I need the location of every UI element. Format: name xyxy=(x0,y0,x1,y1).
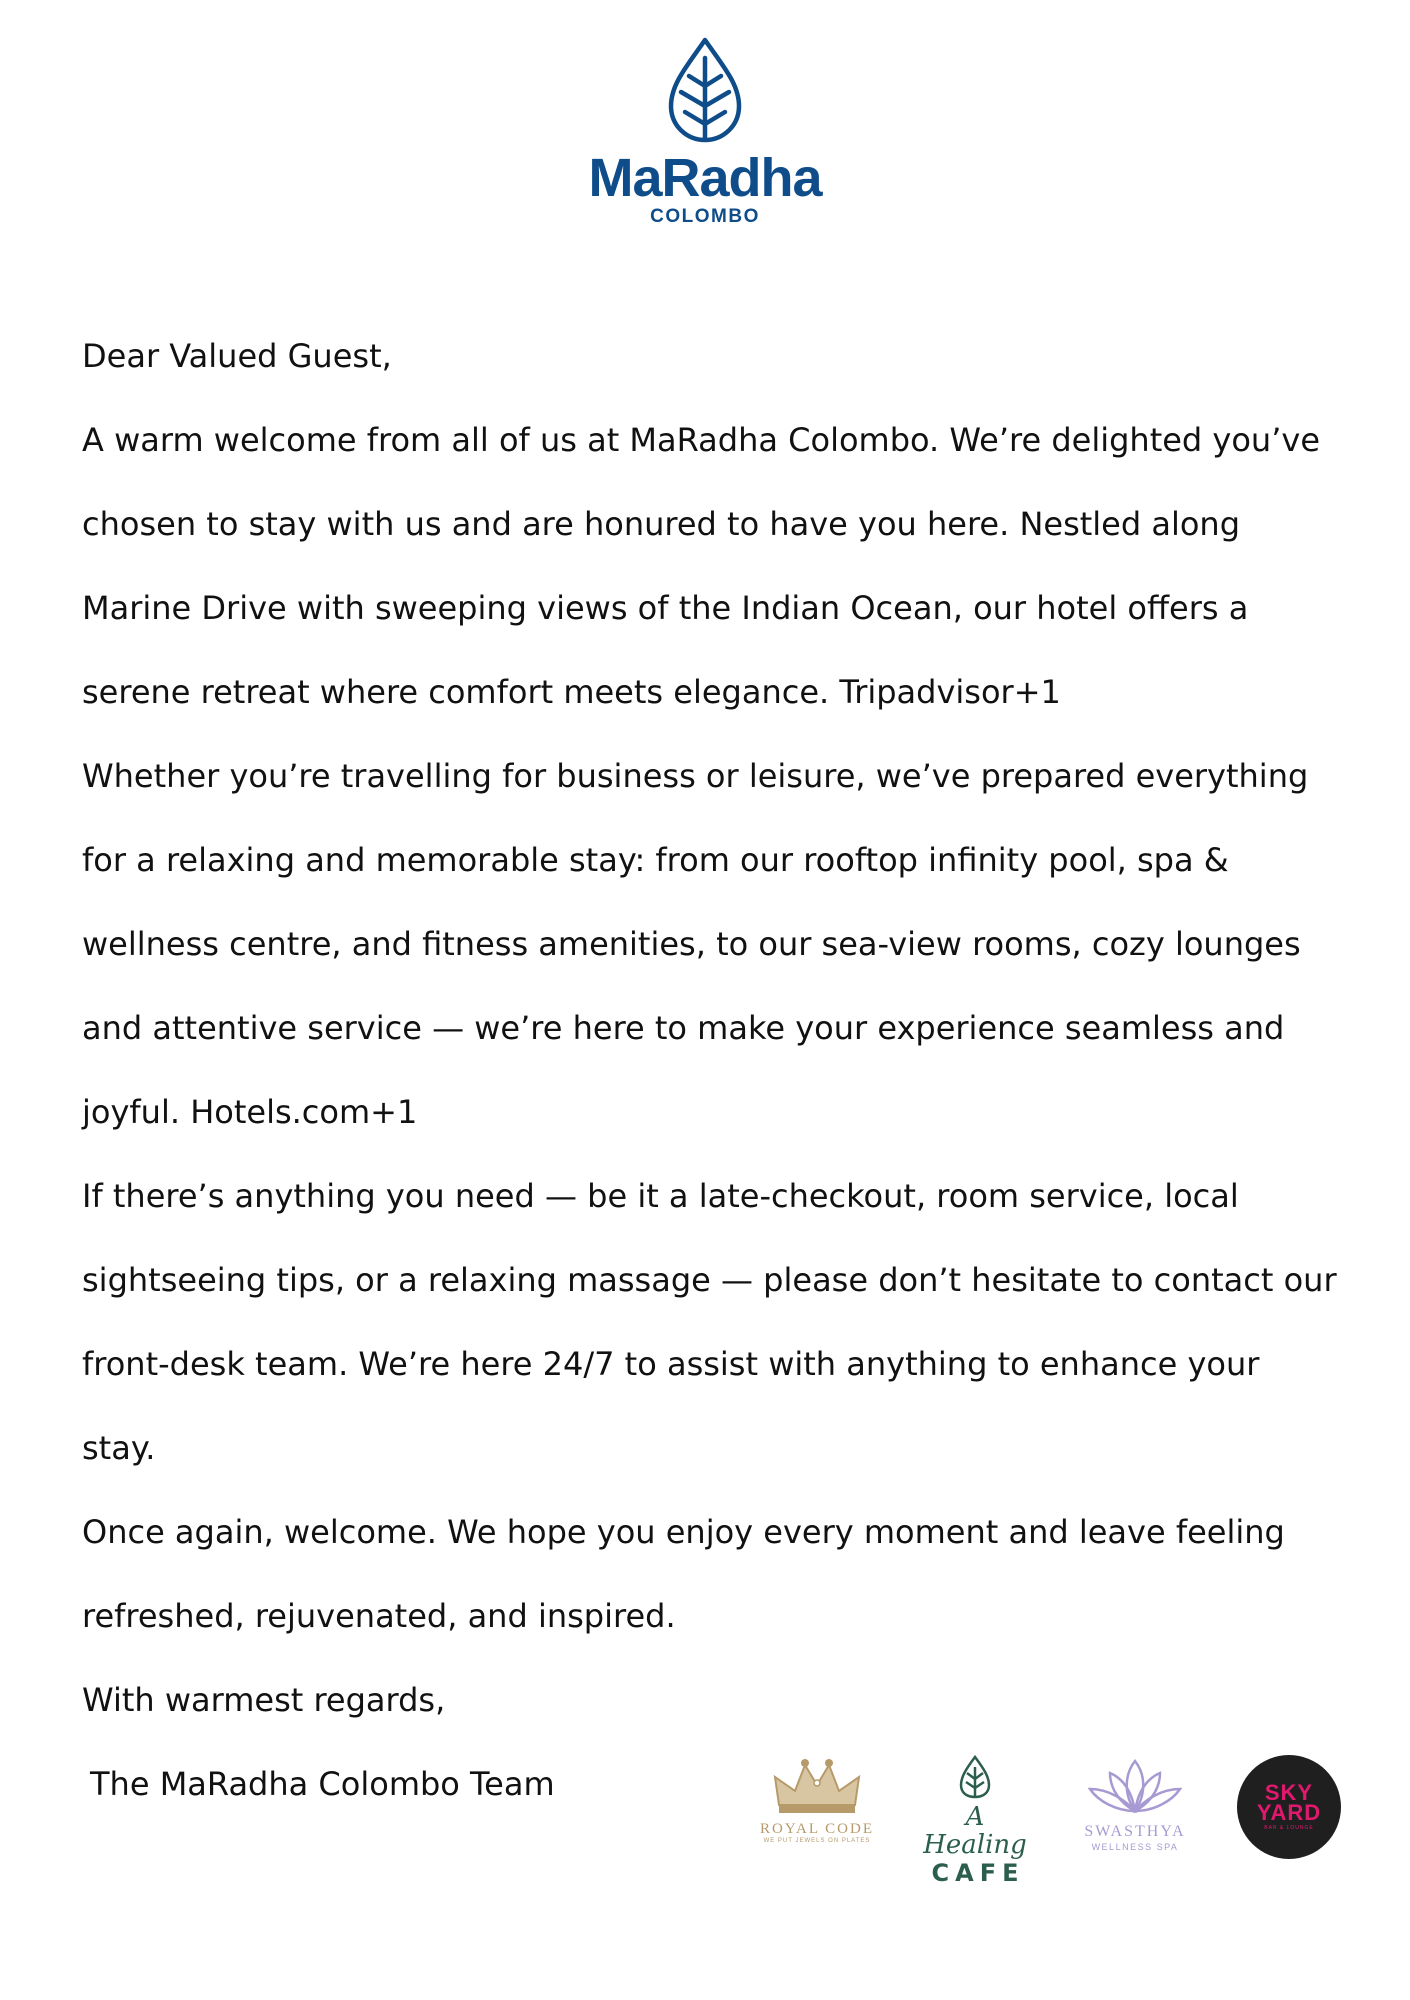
closing: With warmest regards, xyxy=(82,1681,446,1719)
letter-line: Marine Drive with sweeping views of the Indian Ocean, our hotel offers a xyxy=(82,589,1249,627)
royal-code-logo xyxy=(755,1755,879,1845)
letter-line: front-desk team. We’re here 24/7 to assist with anything to enhance your xyxy=(82,1345,1260,1383)
sky-yard-line2: YARD xyxy=(1256,1800,1322,1825)
lotus-icon xyxy=(1080,1755,1190,1819)
letter-line: serene retreat where comfort meets elegance. Tripadvisor+1 xyxy=(82,673,1061,711)
brand-location: COLOMBO xyxy=(650,206,760,227)
healing-cafe-line1: A Healing xyxy=(923,1802,1027,1860)
letter-line: Once again, welcome. We hope you enjoy every moment and leave feeling xyxy=(82,1513,1285,1551)
letter-line: joyful. Hotels.com+1 xyxy=(82,1093,418,1131)
letter-line: A warm welcome from all of us at MaRadha Colombo. We’re delighted you’ve xyxy=(82,421,1320,459)
sky-yard-badge xyxy=(1237,1755,1341,1859)
sky-yard-tagline: BAR & LOUNGE xyxy=(1264,1825,1314,1831)
swasthya-tagline: WELLNESS SPA xyxy=(1091,1842,1179,1852)
crown-icon xyxy=(769,1755,865,1817)
swasthya-logo xyxy=(1073,1755,1197,1853)
letter-line: Whether you’re travelling for business or leisure, we’ve prepared everything xyxy=(82,757,1309,795)
royal-code-tagline: WE PUT JEWELS ON PLATES xyxy=(763,1838,871,1844)
letter-line: sightseeing tips, or a relaxing massage — please don’t hesitate to contact our xyxy=(82,1261,1337,1299)
sky-yard-logo xyxy=(1237,1755,1341,1859)
hotel-logo xyxy=(0,36,1410,228)
healing-cafe-line2: CAFE xyxy=(931,1859,1025,1887)
letter-line: chosen to stay with us and are honured to have you here. Nestled along xyxy=(82,505,1241,543)
sky-yard-line1: SKY xyxy=(1264,1780,1314,1805)
healing-cafe-logo xyxy=(915,1755,1035,1887)
letter-line: stay. xyxy=(82,1429,156,1467)
letter-line: If there’s anything you need — be it a late-checkout, room service, local xyxy=(82,1177,1239,1215)
brand-name: MaRadha xyxy=(588,148,822,208)
letter-line: for a relaxing and memorable stay: from our rooftop infinity pool, spa & xyxy=(82,841,1229,879)
swasthya-name: SWASTHYA xyxy=(1084,1823,1186,1840)
salutation: Dear Valued Guest, xyxy=(82,337,392,375)
leaf-drop-icon xyxy=(665,36,745,144)
signature: The MaRadha Colombo Team xyxy=(90,1765,555,1803)
leaf-icon xyxy=(958,1755,992,1799)
letter-line: and attentive service — we’re here to make your experience seamless and xyxy=(82,1009,1285,1047)
partner-logos xyxy=(755,1755,1355,1885)
letter-line: wellness centre, and fitness amenities, to our sea-view rooms, cozy lounges xyxy=(82,925,1301,963)
letter-line: refreshed, rejuvenated, and inspired. xyxy=(82,1597,676,1635)
welcome-letter xyxy=(82,314,1342,1826)
royal-code-name: ROYAL CODE xyxy=(759,1821,875,1837)
